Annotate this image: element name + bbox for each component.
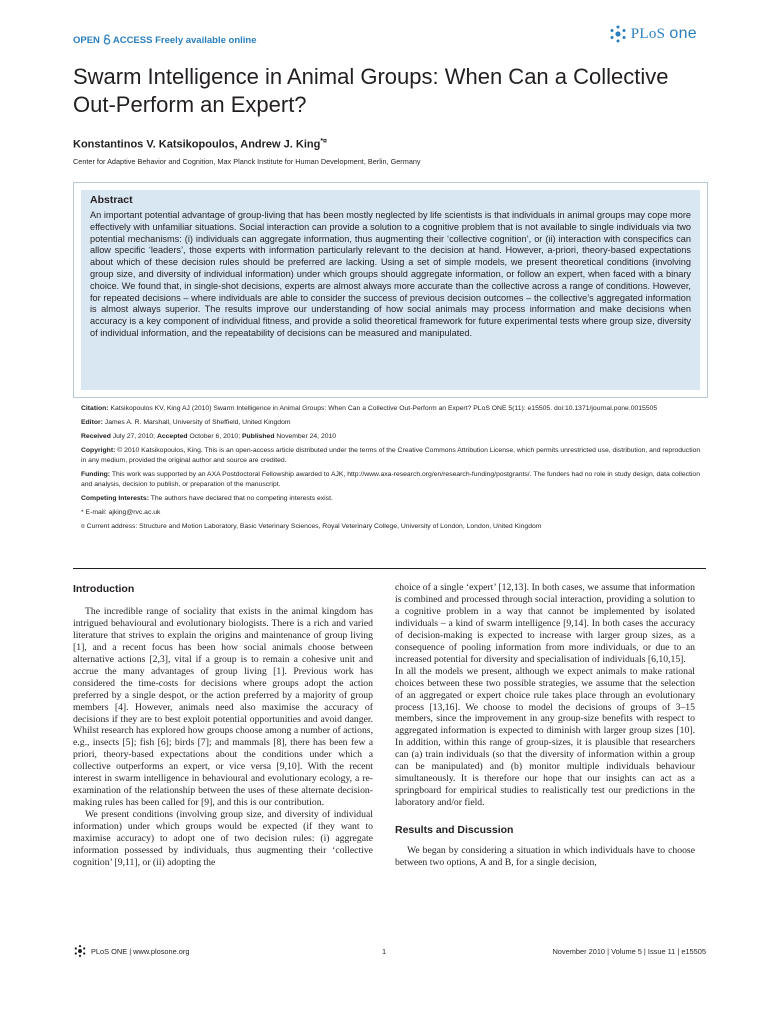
journal-logo: [608, 24, 697, 44]
intro-paragraph-1: The incredible range of sociality that exists in the animal kingdom has intrigued behavioural and evolutionary biologists. There is a rich and varied literature that strives to explain the origins and maintenance of group living [1], and a recent focus has been how social animals choose between alternative actions [2,3], vital if a group is to remain a cohesive unit and accrue the many advantages of group living [1]. Previous work has considered the time-costs for decisions where groups adopt the action preferred by a single despot, or the action preferred by a majority of group members [4]. However, animals need also maximise the accuracy of decisions if they are to best exploit potential opportunities and avoid danger. Whilst research has explored how groups choose among a number of actions, e.g., insects [5]; fish [6]; birds [7]; and mammals [8], there has been few a priori, theory-based expectations about the conditions under which a collective outperforms an expert, or vice versa [9,10]. With the recent interest in swarm intelligence in behavioural and evolutionary ecology, a re-examination of the relationship between the uses of these alternate decision-making rules has been called for [9], and this is our contribution.: [73, 605, 373, 809]
logo-plos: PLoS: [630, 26, 666, 42]
article-metadata: [81, 404, 701, 536]
citation: [81, 404, 701, 414]
received-label: Received: [81, 433, 111, 441]
page-number: 1: [382, 947, 387, 956]
citation-text: Katsikopoulos KV, King AJ (2010) Swarm Intelligence in Animal Groups: When Can a Collective Out-Perform an Expert? PLoS ONE 5(11): e15505. doi:10.1371/journal.pone.0015505: [110, 405, 658, 412]
footer-journal: [73, 944, 189, 958]
open-access-lock-icon: [103, 34, 111, 45]
editor-text: James A. R. Marshall, University of Sheffield, United Kingdom: [104, 419, 291, 427]
freely-available-label: Freely available online: [155, 35, 257, 46]
results-heading: Results and Discussion: [395, 824, 514, 837]
competing-text: The authors have declared that no competing interests exist.: [150, 494, 333, 502]
authors: Konstantinos V. Katsikopoulos, Andrew J. King: [73, 138, 321, 151]
author-marks: *¤: [320, 138, 327, 145]
logo-one: one: [669, 25, 697, 42]
funding-text: This work was supported by an AXA Postdoctoral Fellowship awarded to AJK, http://www.axa-research.org/en/research-funding/postgrants/. The funders had no role in study design, data collection and analysis, decision to publish, or preparation of the manuscript.: [81, 470, 700, 488]
competing-interests: [81, 494, 701, 504]
left-column: [73, 580, 373, 869]
article-title: Swarm Intelligence in Animal Groups: When Can a Collective Out-Perform an Expert?: [73, 64, 669, 117]
open-access-banner: [73, 34, 257, 46]
current-address: ¤ Current address: Structure and Motion Laboratory, Basic Veterinary Sciences, Royal Veterinary College, University of London, London, United Kingdom: [81, 522, 542, 530]
author-list: [73, 138, 327, 151]
competing-label: Competing Interests:: [81, 494, 149, 502]
editor-label: Editor:: [81, 419, 103, 427]
accepted-label: Accepted: [156, 433, 188, 441]
abstract-text: An important potential advantage of group-living that has been mostly neglected by life scientists is that individuals in animal groups may cope more effectively with unfamiliar situations. Social interaction can provide a solution to a cognitive problem that is not available to single individuals via two potential mechanisms: (i) individuals can aggregate information, thus augmenting their ‘collective cognition’, or (ii) interaction with conspecifics can allow specific ‘leaders’, those experts with information particularly relevant to the decision at hand. However, a-priori, theory-based expectations about which of these decision rules should be preferred are lacking. Using a set of simple models, we present theoretical conditions (involving group size, and diversity of individual information) under which groups should aggregate information, or follow an expert, when faced with a binary choice. We found that, in single-shot decisions, experts are almost always more accurate than the collective across a range of conditions. However, for repeated decisions – where individuals are able to consider the success of previous decision outcomes – the collective’s aggregated information is almost always superior. The results improve our understanding of how social animals may process information and make decisions when accuracy is a key component of individual fitness, and provide a solid theoretical framework for future experimental tests where group size, diversity of individual information, and the repeatability of decisions can be measured and manipulated.: [90, 210, 691, 338]
abstract-panel: [81, 190, 700, 390]
affiliation: Center for Adaptive Behavior and Cognition, Max Planck Institute for Human Development, Berlin, Germany: [73, 157, 421, 166]
abstract-box: [73, 182, 708, 398]
plos-footer-logo-icon: [73, 944, 87, 958]
accepted-date: October 6, 2010;: [189, 433, 241, 441]
footer-journal-text: PLoS ONE | www.plosone.org: [91, 946, 190, 956]
access-label: ACCESS: [112, 35, 153, 46]
right-column: [395, 582, 695, 869]
results-paragraph-1: We began by considering a situation in which individuals have to choose between two options, A and B, for a single decision,: [395, 845, 695, 869]
introduction-heading: Introduction: [73, 583, 135, 595]
open-label: OPEN: [73, 35, 100, 46]
copyright-text: © 2010 Katsikopoulos, King. This is an open-access article distributed under the terms of the Creative Commons Attribution License, which permits unrestricted use, distribution, and reproduction in any medium, provided the original author and source are credited.: [81, 447, 701, 464]
funding: [81, 470, 701, 489]
intro-paragraph-3: In all the models we present, although we expect animals to make rational choices between these two possible strategies, we assume that the selection of an aggregated or expert choice rule takes place through an evolutionary process [13,16]. We choose to model the decisions of groups of 3–15 members, since the improvement in any group-size benefits with respect to aggregated information is expected to diminish with larger group sizes [10]. In addition, within this range of group-sizes, it is plausible that researchers can (a) train individuals (so that the diversity of information within a group can be manipulated) and (b) monitor multiple individuals behaviour simultaneously. It is therefore our hope that our insights can act as a springboard for empirical studies to realistically test our predictions in the laboratory and/or field.: [395, 665, 695, 809]
published-label: Published: [242, 433, 275, 441]
plos-logo-icon: [608, 24, 628, 44]
copyright-label: Copyright:: [81, 447, 116, 455]
logo-wordmark: [631, 25, 697, 43]
section-divider: [73, 568, 706, 569]
footer-issue: November 2010 | Volume 5 | Issue 11 | e15505: [552, 947, 706, 956]
copyright: [81, 446, 701, 465]
intro-paragraph-2: We present conditions (involving group size, and diversity of individual information) under which groups would be expected (if they want to maximise accuracy) to adopt one of two decision rules: (i) aggregate information possessed by individuals, thus augmenting their ‘collective cognition’ [9,11], or (ii) adopting the: [73, 809, 373, 868]
abstract-heading: Abstract: [90, 194, 133, 206]
editor: [81, 418, 701, 428]
email: * E-mail: ajking@rvc.ac.uk: [81, 508, 161, 516]
intro-paragraph-2-cont: choice of a single ‘expert’ [12,13]. In both cases, we assume that information is combined and processed through social interaction, providing a solution to a cognitive problem in a way that cannot be implemented by isolated individuals – a kind of swarm intelligence [9,14]. In both cases the accuracy of decision-making is expected to increase with larger group sizes, as a consequence of pooling information from more individuals, or due to an increased potential for diversity and specialisation of individuals [6,10,15].: [395, 582, 695, 665]
published-date: November 24, 2010: [276, 433, 337, 441]
dates: [81, 432, 701, 442]
funding-label: Funding:: [81, 470, 111, 478]
received-date: July 27, 2010;: [112, 433, 156, 441]
citation-label: Citation:: [81, 405, 109, 412]
